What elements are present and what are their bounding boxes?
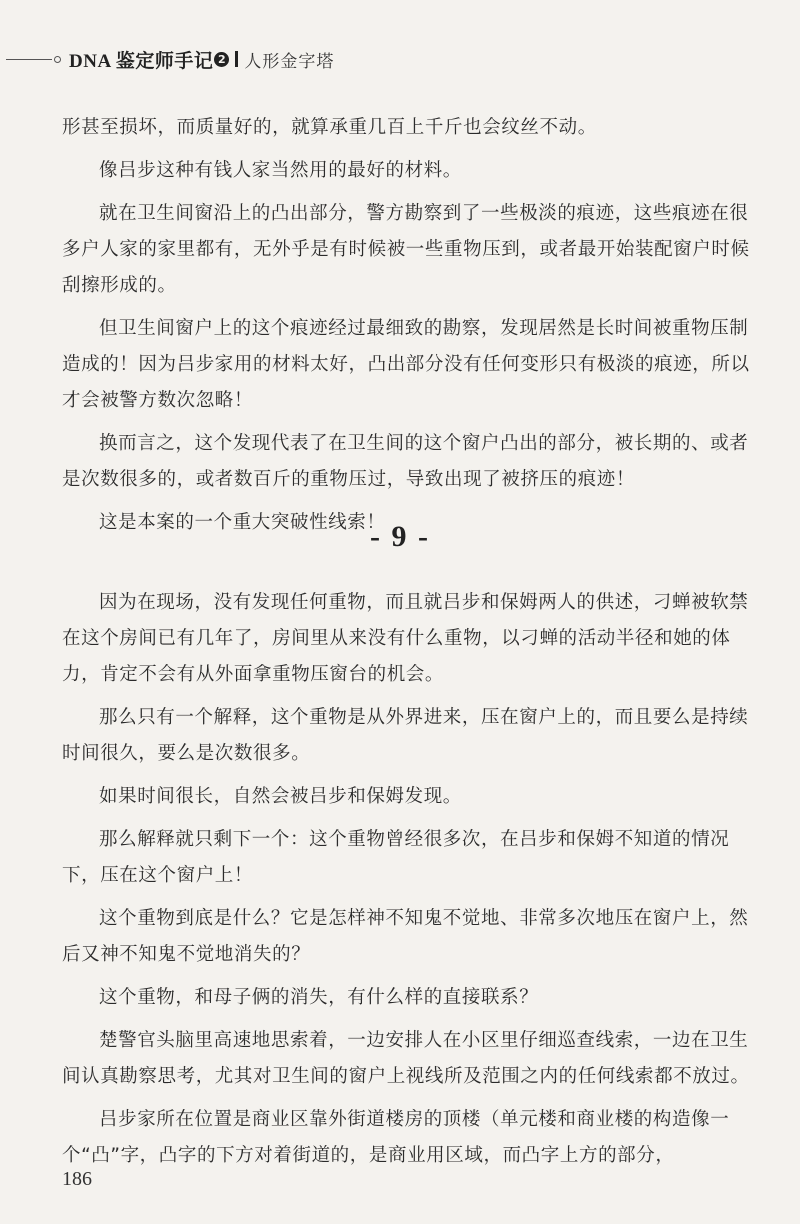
paragraph: 就在卫生间窗沿上的凸出部分，警方勘察到了一些极淡的痕迹，这些痕迹在很多户人家的家里都有，无外乎是有时候被一些重物压到，或者最开始装配窗户时候刮擦形成的。: [62, 203, 750, 296]
page-number: 186: [62, 1168, 92, 1190]
header-separator: [235, 51, 238, 67]
chapter-number: - 9 -: [370, 520, 430, 553]
paragraph: 但卫生间窗户上的这个痕迹经过最细致的勘察，发现居然是长时间被重物压制造成的！因为吕步家用的材料太好，凸出部分没有任何变形只有极淡的痕迹，所以才会被警方数次忽略！: [62, 318, 750, 411]
header-ornament-icon: [54, 56, 61, 63]
paragraph: 楚警官头脑里高速地思索着，一边安排人在小区里仔细巡查线索，一边在卫生间认真勘察思考，尤其对卫生间的窗户上视线所及范围之内的任何线索都不放过。: [62, 1030, 750, 1087]
volume-number-badge: 2: [214, 52, 229, 67]
paragraph: 这个重物，和母子俩的消失，有什么样的直接联系？: [99, 987, 539, 1008]
paragraph: 这个重物到底是什么？它是怎样神不知鬼不觉地、非常多次地压在窗户上，然后又神不知鬼不觉地消失的？: [62, 908, 749, 965]
paragraph: 这是本案的一个重大突破性线索！: [99, 512, 386, 533]
paragraph: 因为在现场，没有发现任何重物，而且就吕步和保姆两人的供述，刁蝉被软禁在这个房间已有几年了，房间里从来没有什么重物，以刁蝉的活动半径和她的体力，肯定不会有从外面拿重物压窗台的机会。: [62, 592, 749, 685]
paragraph: 那么解释就只剩下一个：这个重物曾经很多次，在吕步和保姆不知道的情况下，压在这个窗户上！: [62, 829, 730, 886]
text-block-chapter-9: [62, 585, 752, 1174]
paragraph: 吕步家所在位置是商业区靠外街道楼房的顶楼（单元楼和商业楼的构造像一个“凸”字，凸字的下方对着街道的，是商业用区域，而凸字上方的部分，: [62, 1109, 730, 1166]
running-header: [0, 44, 334, 74]
text-block-before-chapter: [62, 110, 752, 541]
paragraph: 换而言之，这个发现代表了在卫生间的这个窗户凸出的部分，被长期的、或者是次数很多的，或者数百斤的重物压过，导致出现了被挤压的痕迹！: [62, 433, 749, 490]
paragraph: 那么只有一个解释，这个重物是从外界进来，压在窗户上的，而且要么是持续时间很久，要么是次数很多。: [62, 707, 749, 764]
series-title: DNA 鉴定师手记: [69, 50, 214, 72]
paragraph: 形甚至损坏，而质量好的，就算承重几百上千斤也会纹丝不动。: [62, 117, 597, 138]
paragraph: 像吕步这种有钱人家当然用的最好的材料。: [99, 160, 462, 181]
paragraph: 如果时间很长，自然会被吕步和保姆发现。: [99, 786, 462, 807]
header-rule: [6, 59, 52, 60]
book-subtitle: 人形金字塔: [244, 51, 335, 72]
